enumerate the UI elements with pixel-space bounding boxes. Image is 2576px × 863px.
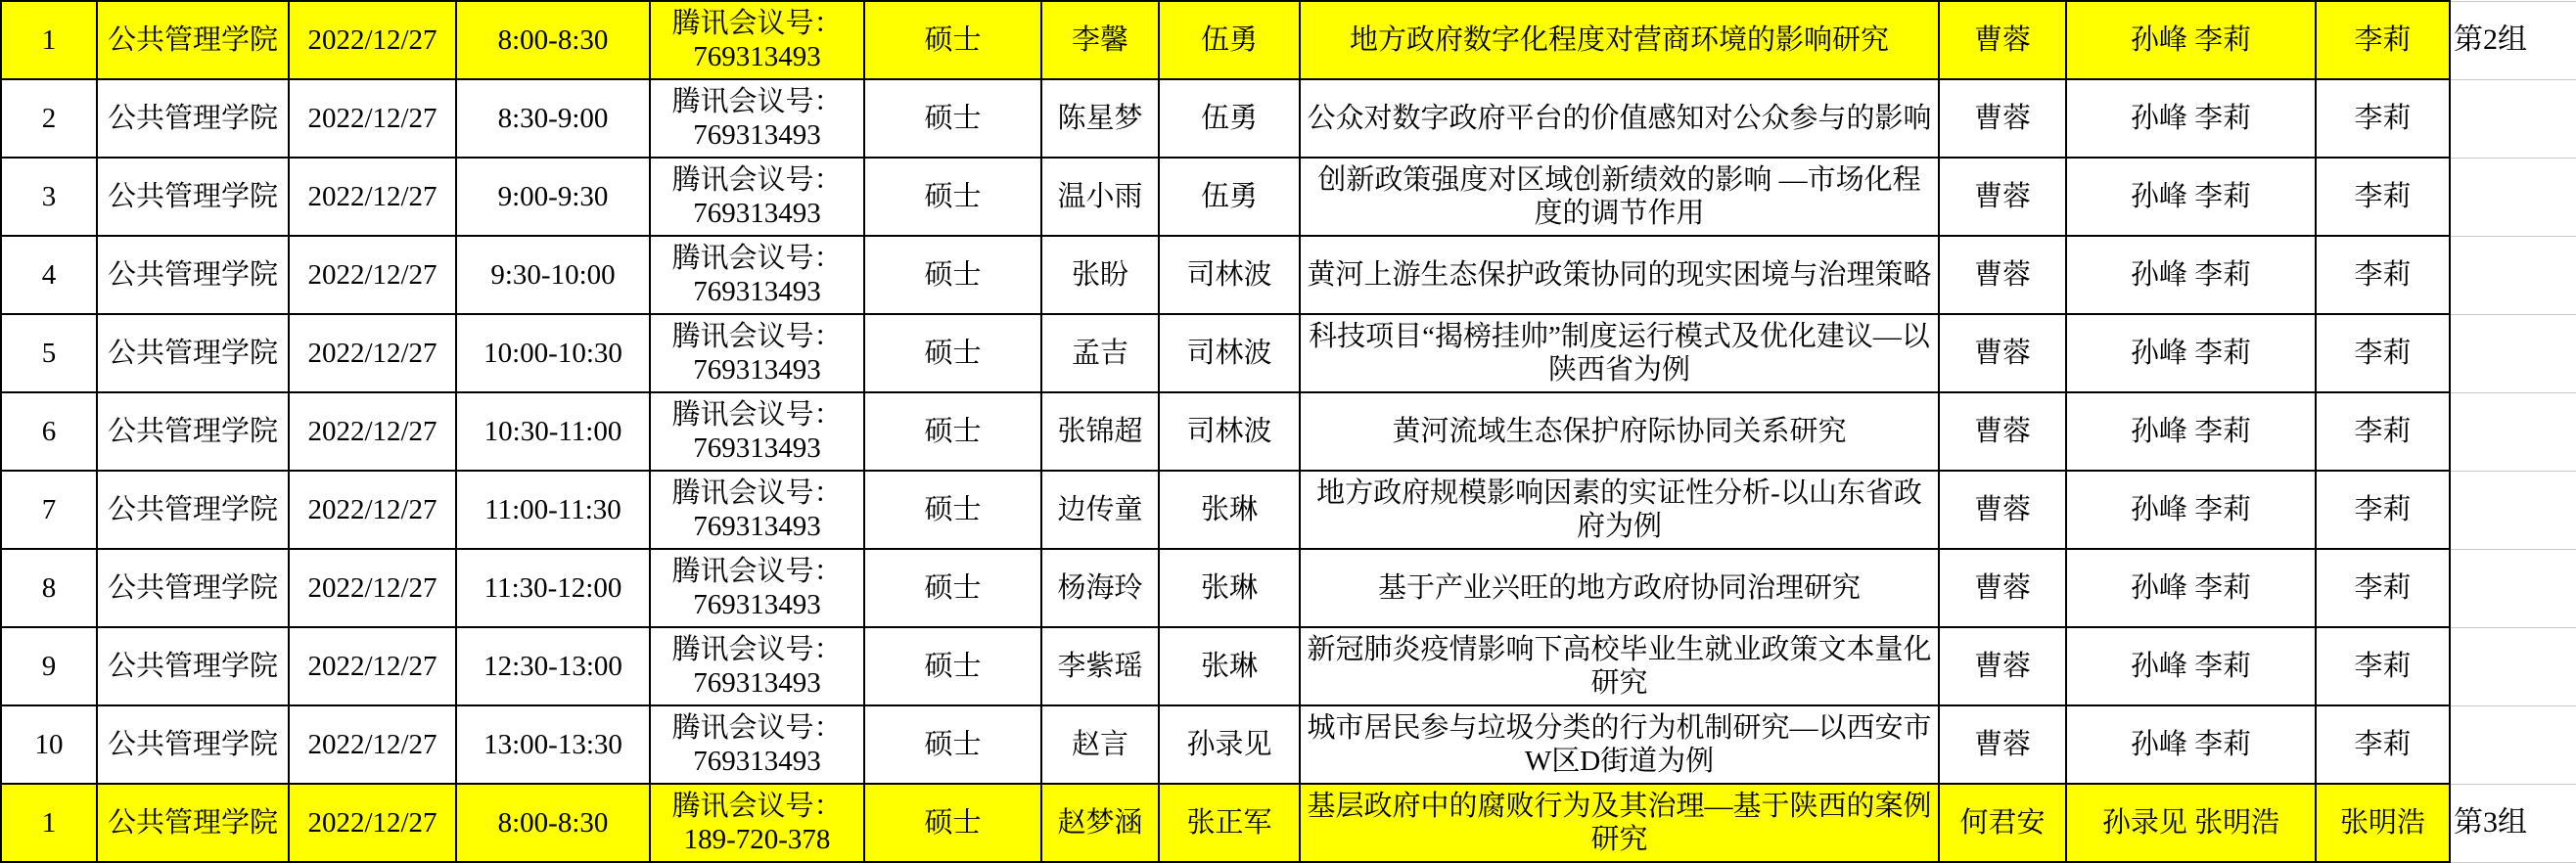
cell-chair[interactable]: 李莉 (2316, 392, 2450, 471)
cell-student[interactable]: 温小雨 (1041, 158, 1159, 236)
cell-title[interactable]: 基于产业兴旺的地方政府协同治理研究 (1300, 549, 1939, 627)
cell-date[interactable]: 2022/12/27 (289, 314, 456, 392)
meeting-number: 769313493 (693, 746, 821, 777)
cell-student[interactable]: 边传童 (1041, 471, 1159, 549)
cell-secretary[interactable]: 曹蓉 (1939, 158, 2066, 236)
meeting-number: 769313493 (693, 354, 821, 386)
cell-student[interactable]: 赵梦涵 (1041, 784, 1159, 862)
cell-time[interactable]: 9:00-9:30 (456, 158, 650, 236)
cell-time[interactable]: 8:30-9:00 (456, 79, 650, 158)
cell-degree[interactable]: 硕士 (864, 79, 1041, 158)
cell-chair[interactable]: 李莉 (2316, 158, 2450, 236)
cell-secretary[interactable]: 曹蓉 (1939, 549, 2066, 627)
meeting-number: 769313493 (693, 41, 821, 72)
meeting-label: 腾讯会议号： (671, 398, 843, 431)
schedule-rows (1, 1, 2576, 862)
cell-title[interactable]: 科技项目“揭榜挂帅”制度运行模式及优化建议—以陕西省为例 (1300, 314, 1939, 392)
cell-meeting[interactable] (650, 158, 864, 236)
cell-group[interactable]: 第2组 (2450, 1, 2576, 79)
table-row (1, 314, 2576, 392)
cell-date[interactable]: 2022/12/27 (289, 158, 456, 236)
cell-no[interactable]: 3 (1, 158, 97, 236)
cell-date[interactable]: 2022/12/27 (289, 627, 456, 705)
cell-time[interactable]: 8:00-8:30 (456, 784, 650, 862)
cell-student[interactable]: 张锦超 (1041, 392, 1159, 471)
cell-advisor[interactable]: 张琳 (1159, 549, 1300, 627)
cell-college[interactable]: 公共管理学院 (97, 784, 289, 862)
cell-advisor[interactable]: 伍勇 (1159, 158, 1300, 236)
cell-college[interactable]: 公共管理学院 (97, 79, 289, 158)
cell-title[interactable]: 城市居民参与垃圾分类的行为机制研究—以西安市W区D街道为例 (1300, 705, 1939, 784)
cell-date[interactable]: 2022/12/27 (289, 784, 456, 862)
cell-title[interactable]: 黄河上游生态保护政策协同的现实困境与治理策略 (1300, 236, 1939, 314)
cell-members[interactable]: 孙峰 李莉 (2066, 1, 2316, 79)
table-row (1, 1, 2576, 79)
cell-chair[interactable]: 李莉 (2316, 79, 2450, 158)
cell-student[interactable]: 孟吉 (1041, 314, 1159, 392)
meeting-number: 769313493 (693, 589, 821, 620)
cell-secretary[interactable]: 曹蓉 (1939, 79, 2066, 158)
cell-time[interactable]: 11:00-11:30 (456, 471, 650, 549)
cell-college[interactable]: 公共管理学院 (97, 549, 289, 627)
cell-degree[interactable]: 硕士 (864, 784, 1041, 862)
cell-meeting[interactable] (650, 314, 864, 392)
cell-degree[interactable]: 硕士 (864, 627, 1041, 705)
cell-student[interactable]: 赵言 (1041, 705, 1159, 784)
cell-members[interactable]: 孙峰 李莉 (2066, 471, 2316, 549)
cell-no[interactable]: 8 (1, 549, 97, 627)
cell-college[interactable]: 公共管理学院 (97, 471, 289, 549)
meeting-label: 腾讯会议号： (671, 790, 843, 822)
cell-no[interactable]: 5 (1, 314, 97, 392)
cell-advisor[interactable]: 孙录见 (1159, 705, 1300, 784)
cell-members[interactable]: 孙峰 李莉 (2066, 158, 2316, 236)
cell-college[interactable]: 公共管理学院 (97, 158, 289, 236)
table-row (1, 549, 2576, 627)
meeting-number: 769313493 (693, 119, 821, 151)
cell-time[interactable]: 11:30-12:00 (456, 549, 650, 627)
cell-chair[interactable]: 李莉 (2316, 549, 2450, 627)
cell-degree[interactable]: 硕士 (864, 314, 1041, 392)
cell-date[interactable]: 2022/12/27 (289, 705, 456, 784)
cell-date[interactable]: 2022/12/27 (289, 79, 456, 158)
cell-student[interactable]: 杨海玲 (1041, 549, 1159, 627)
meeting-label: 腾讯会议号： (671, 711, 843, 744)
cell-time[interactable]: 13:00-13:30 (456, 705, 650, 784)
cell-meeting[interactable] (650, 471, 864, 549)
meeting-label: 腾讯会议号： (671, 85, 843, 117)
cell-secretary[interactable]: 曹蓉 (1939, 314, 2066, 392)
cell-title[interactable]: 地方政府数字化程度对营商环境的影响研究 (1300, 1, 1939, 79)
meeting-number: 189-720-378 (683, 824, 831, 855)
cell-no[interactable]: 6 (1, 392, 97, 471)
cell-degree[interactable]: 硕士 (864, 1, 1041, 79)
cell-members[interactable]: 孙峰 李莉 (2066, 627, 2316, 705)
cell-time[interactable]: 9:30-10:00 (456, 236, 650, 314)
cell-time[interactable]: 8:00-8:30 (456, 1, 650, 79)
meeting-number: 769313493 (693, 198, 821, 229)
cell-secretary[interactable]: 曹蓉 (1939, 392, 2066, 471)
cell-group[interactable] (2450, 549, 2576, 627)
cell-advisor[interactable]: 伍勇 (1159, 1, 1300, 79)
cell-group[interactable]: 第3组 (2450, 784, 2576, 862)
cell-secretary[interactable]: 曹蓉 (1939, 705, 2066, 784)
cell-group[interactable] (2450, 471, 2576, 549)
meeting-label: 腾讯会议号： (671, 320, 843, 352)
cell-date[interactable]: 2022/12/27 (289, 549, 456, 627)
cell-degree[interactable]: 硕士 (864, 549, 1041, 627)
cell-no[interactable]: 10 (1, 705, 97, 784)
cell-college[interactable]: 公共管理学院 (97, 392, 289, 471)
cell-secretary[interactable]: 曹蓉 (1939, 236, 2066, 314)
table-row (1, 158, 2576, 236)
cell-title[interactable]: 基层政府中的腐败行为及其治理—基于陕西的案例研究 (1300, 784, 1939, 862)
cell-no[interactable]: 9 (1, 627, 97, 705)
meeting-label: 腾讯会议号： (671, 163, 843, 196)
meeting-label: 腾讯会议号： (671, 555, 843, 587)
cell-group[interactable] (2450, 392, 2576, 471)
cell-college[interactable]: 公共管理学院 (97, 1, 289, 79)
cell-members[interactable]: 孙峰 李莉 (2066, 705, 2316, 784)
cell-meeting[interactable] (650, 392, 864, 471)
cell-no[interactable]: 1 (1, 784, 97, 862)
cell-date[interactable]: 2022/12/27 (289, 392, 456, 471)
cell-group[interactable] (2450, 79, 2576, 158)
cell-degree[interactable]: 硕士 (864, 705, 1041, 784)
cell-student[interactable]: 陈星梦 (1041, 79, 1159, 158)
cell-title[interactable]: 公众对数字政府平台的价值感知对公众参与的影响 (1300, 79, 1939, 158)
meeting-number: 769313493 (693, 432, 821, 464)
cell-secretary[interactable]: 曹蓉 (1939, 1, 2066, 79)
cell-meeting[interactable] (650, 705, 864, 784)
cell-degree[interactable]: 硕士 (864, 392, 1041, 471)
cell-meeting[interactable] (650, 549, 864, 627)
cell-chair[interactable]: 李莉 (2316, 627, 2450, 705)
cell-date[interactable]: 2022/12/27 (289, 1, 456, 79)
cell-date[interactable]: 2022/12/27 (289, 471, 456, 549)
table-row (1, 392, 2576, 471)
table-row (1, 627, 2576, 705)
cell-chair[interactable]: 李莉 (2316, 471, 2450, 549)
cell-members[interactable]: 孙峰 李莉 (2066, 392, 2316, 471)
cell-chair[interactable]: 李莉 (2316, 314, 2450, 392)
cell-meeting[interactable] (650, 79, 864, 158)
cell-time[interactable]: 10:00-10:30 (456, 314, 650, 392)
cell-no[interactable]: 4 (1, 236, 97, 314)
cell-advisor[interactable]: 司林波 (1159, 314, 1300, 392)
meeting-label: 腾讯会议号： (671, 7, 843, 39)
cell-advisor[interactable]: 伍勇 (1159, 79, 1300, 158)
cell-student[interactable]: 李馨 (1041, 1, 1159, 79)
cell-advisor[interactable]: 司林波 (1159, 236, 1300, 314)
cell-advisor[interactable]: 张正军 (1159, 784, 1300, 862)
cell-chair[interactable]: 李莉 (2316, 1, 2450, 79)
table-row (1, 79, 2576, 158)
cell-chair[interactable]: 李莉 (2316, 236, 2450, 314)
cell-no[interactable]: 1 (1, 1, 97, 79)
cell-degree[interactable]: 硕士 (864, 471, 1041, 549)
cell-members[interactable]: 孙录见 张明浩 (2066, 784, 2316, 862)
cell-meeting[interactable] (650, 236, 864, 314)
cell-college[interactable]: 公共管理学院 (97, 314, 289, 392)
cell-degree[interactable]: 硕士 (864, 158, 1041, 236)
cell-title[interactable]: 新冠肺炎疫情影响下高校毕业生就业政策文本量化研究 (1300, 627, 1939, 705)
cell-chair[interactable]: 张明浩 (2316, 784, 2450, 862)
cell-student[interactable]: 张盼 (1041, 236, 1159, 314)
meeting-label: 腾讯会议号： (671, 242, 843, 274)
cell-degree[interactable]: 硕士 (864, 236, 1041, 314)
cell-meeting[interactable] (650, 1, 864, 79)
table-row (1, 471, 2576, 549)
meeting-number: 769313493 (693, 667, 821, 699)
cell-members[interactable]: 孙峰 李莉 (2066, 549, 2316, 627)
cell-college[interactable]: 公共管理学院 (97, 236, 289, 314)
cell-student[interactable]: 李紫瑶 (1041, 627, 1159, 705)
cell-title[interactable]: 地方政府规模影响因素的实证性分析-以山东省政府为例 (1300, 471, 1939, 549)
cell-time[interactable]: 12:30-13:00 (456, 627, 650, 705)
meeting-label: 腾讯会议号： (671, 633, 843, 665)
table-row (1, 784, 2576, 862)
table-row (1, 705, 2576, 784)
cell-members[interactable]: 孙峰 李莉 (2066, 79, 2316, 158)
cell-meeting[interactable] (650, 784, 864, 862)
cell-no[interactable]: 7 (1, 471, 97, 549)
cell-members[interactable]: 孙峰 李莉 (2066, 236, 2316, 314)
cell-meeting[interactable] (650, 627, 864, 705)
cell-secretary[interactable]: 曹蓉 (1939, 471, 2066, 549)
cell-group[interactable] (2450, 236, 2576, 314)
meeting-number: 769313493 (693, 511, 821, 542)
cell-time[interactable]: 10:30-11:00 (456, 392, 650, 471)
cell-advisor[interactable]: 张琳 (1159, 627, 1300, 705)
cell-title[interactable]: 黄河流域生态保护府际协同关系研究 (1300, 392, 1939, 471)
cell-group[interactable] (2450, 158, 2576, 236)
cell-members[interactable]: 孙峰 李莉 (2066, 314, 2316, 392)
meeting-number: 769313493 (693, 276, 821, 307)
cell-chair[interactable]: 李莉 (2316, 705, 2450, 784)
cell-secretary[interactable]: 曹蓉 (1939, 627, 2066, 705)
meeting-label: 腾讯会议号： (671, 477, 843, 509)
cell-college[interactable]: 公共管理学院 (97, 627, 289, 705)
cell-title[interactable]: 创新政策强度对区域创新绩效的影响 —市场化程度的调节作用 (1300, 158, 1939, 236)
cell-group[interactable] (2450, 627, 2576, 705)
table-row (1, 236, 2576, 314)
cell-advisor[interactable]: 司林波 (1159, 392, 1300, 471)
cell-advisor[interactable]: 张琳 (1159, 471, 1300, 549)
cell-group[interactable] (2450, 314, 2576, 392)
cell-date[interactable]: 2022/12/27 (289, 236, 456, 314)
cell-no[interactable]: 2 (1, 79, 97, 158)
cell-group[interactable] (2450, 705, 2576, 784)
cell-college[interactable]: 公共管理学院 (97, 705, 289, 784)
cell-secretary[interactable]: 何君安 (1939, 784, 2066, 862)
